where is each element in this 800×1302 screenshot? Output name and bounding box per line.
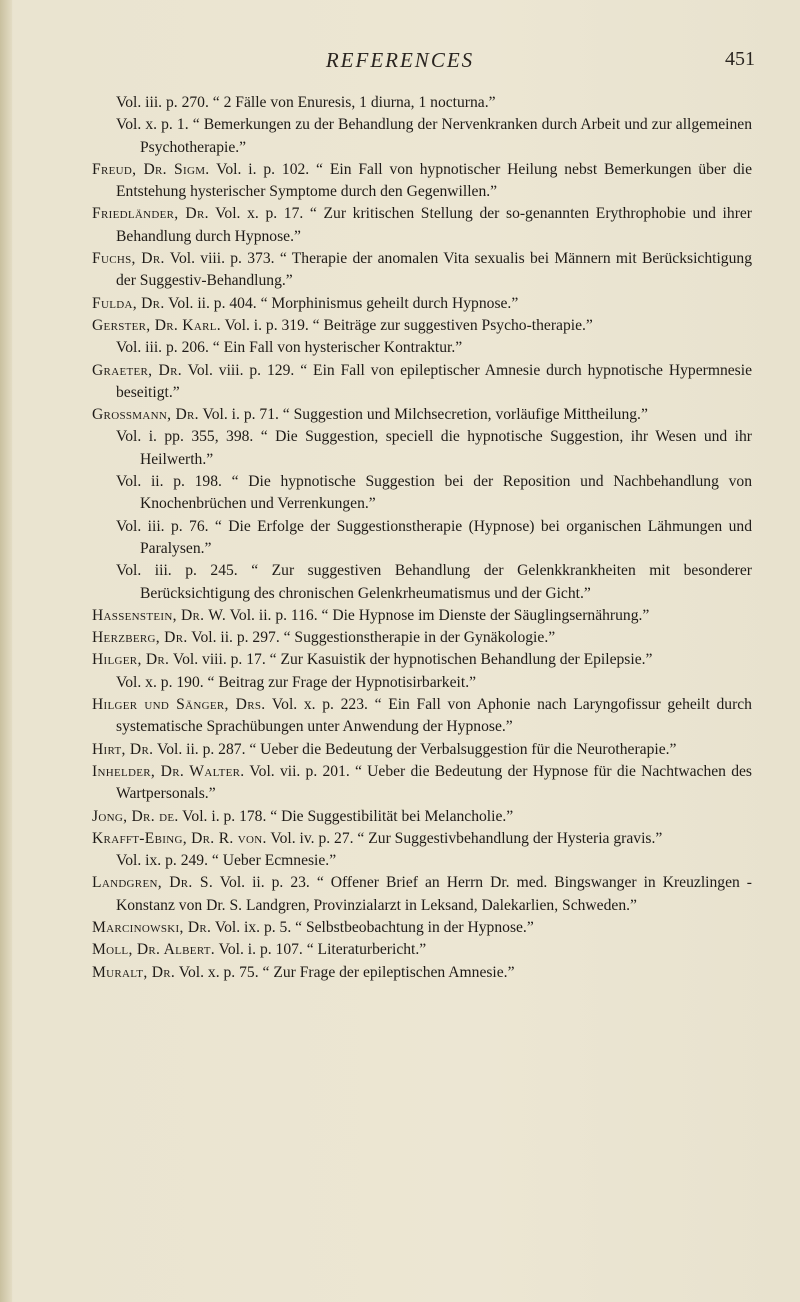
reference-author: Herzberg, Dr. xyxy=(92,629,188,647)
reference-text: Vol. i. p. 102. “ Ein Fall von hypnotischer Heilung nebst Bemerkungen über die Entstehung hysterischer Symptome durch den Gegenwillen.” xyxy=(116,160,752,201)
reference-entry xyxy=(92,248,752,293)
reference-text: Vol. x. p. 223. “ Ein Fall von Aphonie nach Laryngofissur geheilt durch systematische Sprachübungen unter Anwendung der Hypnose.” xyxy=(116,696,752,736)
reference-entry xyxy=(116,516,752,561)
reference-author: Jong, Dr. de. xyxy=(92,807,179,825)
reference-text: Vol. i. p. 107. “ Literaturbericht.” xyxy=(215,941,427,959)
reference-text: Vol. i. pp. 355, 398. “ Die Suggestion, speciell die hypnotische Suggestion, ihr Wesen und ihr Heilwerth.” xyxy=(116,428,752,468)
reference-entry xyxy=(92,939,752,961)
reference-text: Vol. x. p. 190. “ Beitrag zur Frage der Hypnotisirbarkeit.” xyxy=(116,673,477,691)
reference-entry xyxy=(92,404,752,426)
reference-text: Vol. viii. p. 17. “ Zur Kasuistik der hypnotischen Behandlung der Epilepsie.” xyxy=(169,651,653,669)
reference-entry xyxy=(116,560,752,605)
reference-entry xyxy=(92,739,752,761)
reference-text: Vol. ix. p. 249. “ Ueber Ecmnesie.” xyxy=(116,852,337,870)
reference-text: Vol. ii. p. 287. “ Ueber die Bedeutung der Verbalsuggestion für die Neurotherapie.” xyxy=(153,740,677,758)
reference-author: Marcinowski, Dr. xyxy=(92,918,212,936)
reference-author: Graeter, Dr. xyxy=(92,361,182,379)
reference-text: Vol. ii. p. 198. “ Die hypnotische Suggestion bei der Reposition und Nachbehandlung von Knochenbrüchen und Verrenkungen.” xyxy=(116,473,752,513)
reference-text: Vol. iv. p. 27. “ Zur Suggestivbehandlung der Hysteria gravis.” xyxy=(266,829,663,847)
reference-author: Muralt, Dr. xyxy=(92,963,176,981)
reference-text: Vol. iii. p. 206. “ Ein Fall von hysterischer Kontraktur.” xyxy=(116,339,463,357)
reference-text: Vol. ii. p. 404. “ Morphinismus geheilt durch Hypnose.” xyxy=(164,294,519,312)
reference-author: Gerster, Dr. Karl. xyxy=(92,316,221,334)
reference-entry xyxy=(116,337,752,359)
reference-text: Vol. x. p. 75. “ Zur Frage der epileptischen Amnesie.” xyxy=(175,963,515,981)
reference-author: Moll, Dr. Albert. xyxy=(92,941,216,959)
reference-entry xyxy=(92,315,752,337)
reference-entry xyxy=(92,627,752,649)
reference-author: Krafft-Ebing, Dr. R. von. xyxy=(92,829,267,847)
reference-entry xyxy=(116,426,752,471)
reference-author: Inhelder, Dr. Walter. xyxy=(92,762,245,780)
reference-author: Hirt, Dr. xyxy=(92,740,154,758)
reference-text: Vol. ix. p. 5. “ Selbstbeobachtung in der Hypnose.” xyxy=(211,918,534,936)
reference-entry xyxy=(92,293,752,315)
reference-entry xyxy=(92,360,752,405)
reference-text: Vol. ii. p. 116. “ Die Hypnose im Dienste der Säuglingsernährung.” xyxy=(226,606,650,624)
reference-text: Vol. i. p. 71. “ Suggestion und Milchsecretion, vorläufige Mittheilung.” xyxy=(198,406,648,424)
reference-author: Hilger, Dr. xyxy=(92,651,170,669)
reference-entry xyxy=(92,761,752,806)
reference-author: Landgren, Dr. S. xyxy=(92,874,214,892)
running-head: REFERENCES xyxy=(325,48,475,72)
reference-entry xyxy=(92,605,752,627)
page-gutter xyxy=(0,0,12,1302)
reference-text: Vol. vii. p. 201. “ Ueber die Bedeutung der Hypnose für die Nachtwachen des Wartpersonals.” xyxy=(116,762,752,803)
reference-entry xyxy=(116,850,752,872)
reference-entry xyxy=(92,203,752,248)
reference-author: Fuchs, Dr. xyxy=(92,250,165,268)
reference-author: Friedländer, Dr. xyxy=(92,205,209,223)
reference-entry xyxy=(92,649,752,671)
reference-author: Fulda, Dr. xyxy=(92,294,165,312)
reference-entry xyxy=(116,92,752,114)
reference-author: Hassenstein, Dr. W. xyxy=(92,606,227,624)
reference-entry xyxy=(92,872,752,917)
reference-entry xyxy=(92,828,752,850)
reference-text: Vol. iii. p. 270. “ 2 Fälle von Enuresis, 1 diurna, 1 nocturna.” xyxy=(116,94,496,111)
reference-text: Vol. x. p. 1. “ Bemerkungen zu der Behandlung der Nervenkranken durch Arbeit und zur allgemeinen Psychotherapie.” xyxy=(116,116,752,156)
reference-text: Vol. i. p. 319. “ Beiträge zur suggestiven Psycho-therapie.” xyxy=(220,316,593,334)
reference-entry xyxy=(92,917,752,939)
reference-entry xyxy=(116,672,752,694)
reference-text: Vol. x. p. 17. “ Zur kritischen Stellung der so-genannten Erythrophobie und ihrer Behandlung durch Hypnose.” xyxy=(116,205,752,245)
reference-author: Grossmann, Dr. xyxy=(92,406,199,424)
reference-entry xyxy=(92,806,752,828)
reference-text: Vol. viii. p. 129. “ Ein Fall von epileptischer Amnesie durch hypnotische Hypermnesie beseitigt.” xyxy=(116,361,752,401)
reference-entry xyxy=(92,694,752,739)
reference-text: Vol. iii. p. 76. “ Die Erfolge der Suggestionstherapie (Hypnose) bei organischen Lähmungen und Paralysen.” xyxy=(116,517,752,557)
reference-text: Vol. ii. p. 297. “ Suggestionstherapie in der Gynäkologie.” xyxy=(187,629,556,647)
reference-entry xyxy=(116,471,752,516)
reference-text: Vol. viii. p. 373. “ Therapie der anomalen Vita sexualis bei Männern mit Berücksichtigung der Suggestiv-Behandlung.” xyxy=(116,250,752,290)
reference-entry xyxy=(92,159,752,204)
reference-text: Vol. iii. p. 245. “ Zur suggestiven Behandlung der Gelenkkrankheiten mit besonderer Berücksichtigung des chronischen Gelenkrheumatismus und der Gicht.” xyxy=(116,562,752,602)
reference-text: Vol. i. p. 178. “ Die Suggestibilität bei Melancholie.” xyxy=(178,807,514,825)
reference-entry xyxy=(116,114,752,159)
reference-list xyxy=(92,92,752,984)
reference-text: Vol. ii. p. 23. “ Offener Brief an Herrn Dr. med. Bingswanger in Kreuzlingen - Konstanz von Dr. S. Landgren, Provinzialarzt in Leksand, Dalekarlien, Schweden.” xyxy=(116,874,752,914)
reference-author: Freud, Dr. Sigm. xyxy=(92,160,210,178)
page-number: 451 xyxy=(725,48,755,70)
reference-author: Hilger und Sänger, Drs. xyxy=(92,696,266,714)
reference-entry xyxy=(92,962,752,984)
